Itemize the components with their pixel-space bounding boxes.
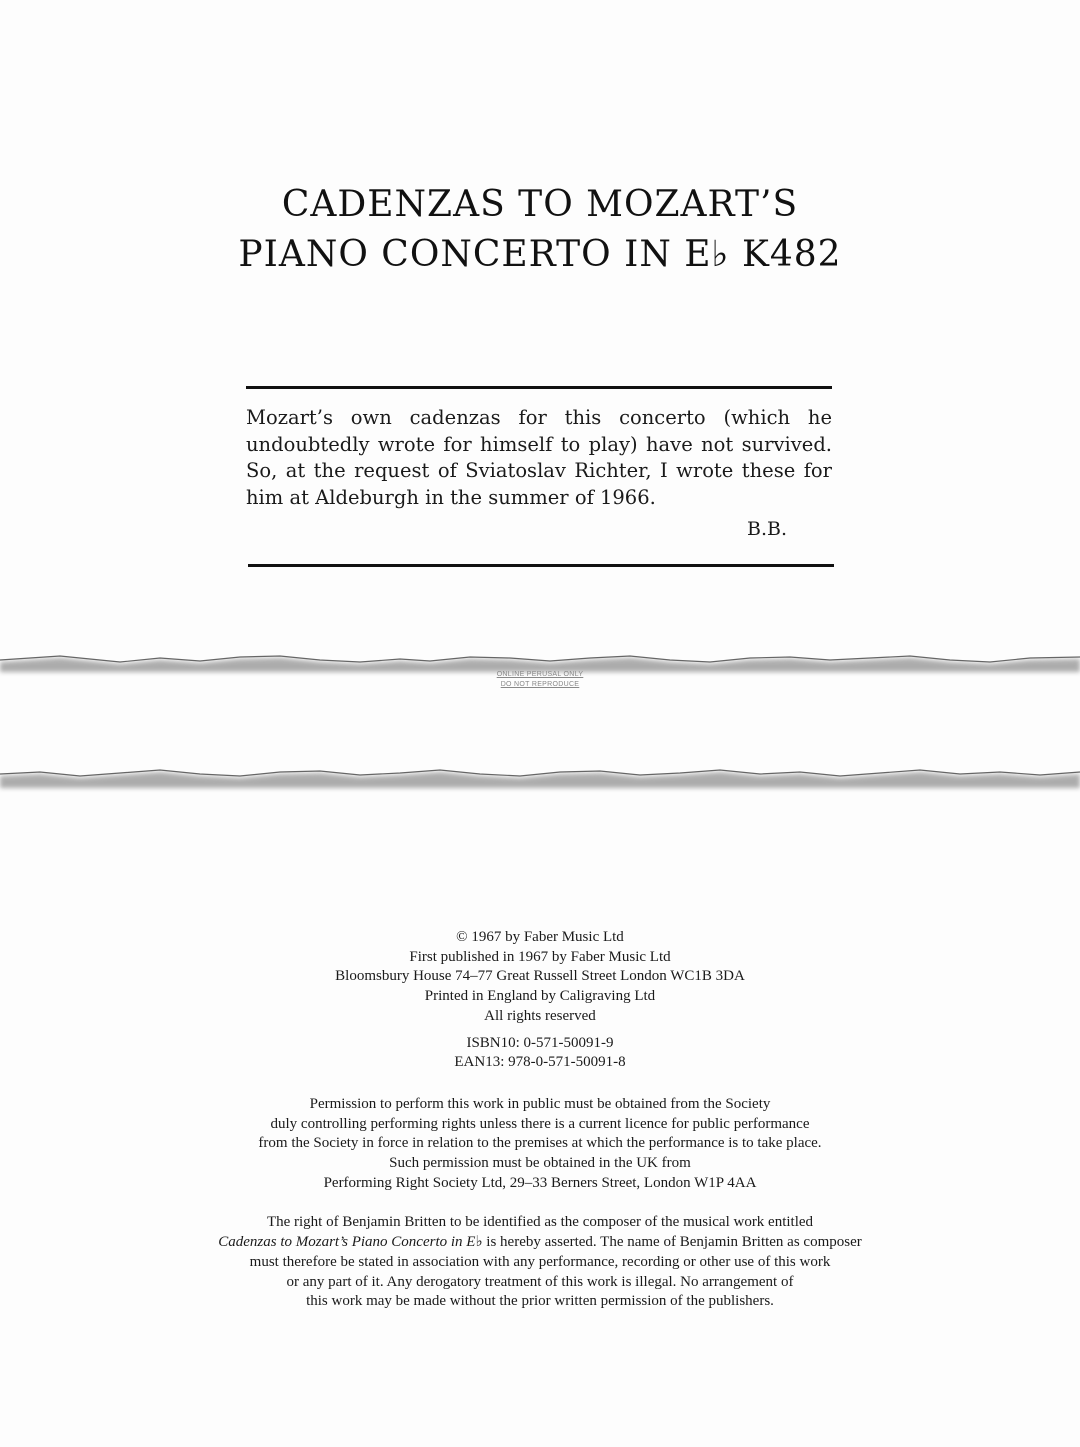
moral-rights-line-rest: is hereby asserted. The name of Benjamin Britten as composer	[482, 1234, 862, 1251]
permission-notice	[0, 1095, 1080, 1194]
composer-initials: B.B.	[746, 518, 787, 540]
moral-rights-notice	[0, 1213, 1080, 1312]
stamp-line-1: ONLINE PERUSAL ONLY	[496, 671, 584, 678]
permission-line: from the Society in force in relation to the premises at which the performance is to take place.	[258, 1135, 822, 1152]
moral-rights-line: or any part of it. Any derogatory treatment of this work is illegal. No arrangement of	[286, 1273, 794, 1290]
permission-line: duly controlling performing rights unless there is a current licence for public performance	[270, 1115, 810, 1132]
work-title-italic: Cadenzas to Mozart’s Piano Concerto in E♭	[218, 1234, 483, 1251]
stamp-line-2: DO NOT REPRODUCE	[500, 681, 580, 688]
copyright-block	[0, 928, 1080, 1312]
moral-rights-line: must therefore be stated in association with any performance, recording or other use of this work	[249, 1253, 831, 1270]
title-line-1: CADENZAS TO MOZART’S	[281, 184, 799, 225]
printer-line: Printed in England by Caligraving Ltd	[424, 988, 656, 1005]
isbn-line: ISBN10: 0-571-50091-9	[466, 1034, 614, 1051]
torn-edge-bottom	[0, 762, 1080, 802]
rights-line: All rights reserved	[484, 1007, 596, 1024]
publisher-address: Bloomsbury House 74–77 Great Russell Street London WC1B 3DA	[335, 968, 745, 985]
moral-rights-line: this work may be made without the prior written permission of the publishers.	[306, 1293, 774, 1310]
composer-note: Mozart’s own cadenzas for this concerto (which he undoubtedly wrote for himself to play) have not survived. So, at the request of Sviatoslav Richter, I wrote these for him at Aldeburgh in the summer of 1966.	[246, 406, 832, 509]
moral-rights-line: The right of Benjamin Britten to be identified as the composer of the musical work entitled	[266, 1214, 814, 1231]
permission-line: Such permission must be obtained in the UK from	[389, 1155, 691, 1172]
ean-line: EAN13: 978-0-571-50091-8	[454, 1054, 626, 1071]
first-published-line: First published in 1967 by Faber Music Ltd	[409, 948, 671, 965]
perusal-stamp	[470, 670, 610, 690]
page-title	[0, 180, 1080, 280]
title-line-2: PIANO CONCERTO IN E♭ K482	[238, 234, 842, 275]
bottom-rule	[248, 564, 834, 567]
top-rule	[246, 386, 832, 389]
permission-line: Performing Right Society Ltd, 29–33 Berners Street, London W1P 4AA	[323, 1174, 757, 1191]
permission-line: Permission to perform this work in public must be obtained from the Society	[309, 1095, 771, 1112]
moral-rights-line	[0, 1233, 1080, 1253]
copyright-line: © 1967 by Faber Music Ltd	[456, 929, 624, 945]
